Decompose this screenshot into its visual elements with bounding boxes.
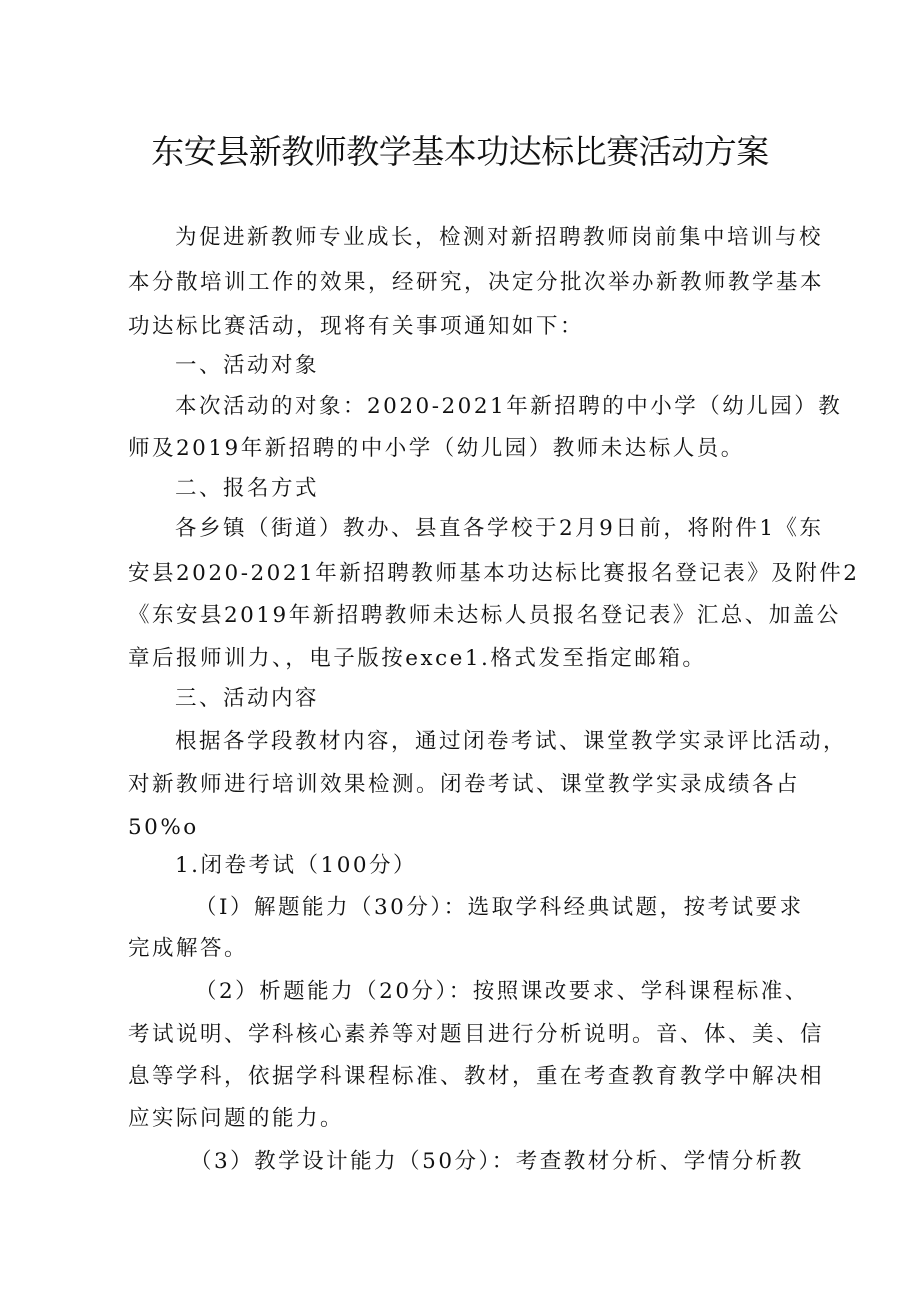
- paragraph-line: 章后报师训力、，电子版按exce1.格式发至指定邮箱。: [128, 646, 707, 671]
- paragraph-line: 功达标比赛活动，现将有关事项通知如下：: [128, 314, 585, 339]
- paragraph-line: 各乡镇（街道）教办、县直各学校于2月9日前，将附件1《东: [175, 516, 824, 541]
- paragraph-line: 对新教师进行培训效果检测。闭卷考试、课堂教学实录成绩各占: [128, 772, 801, 797]
- paragraph-line: 师及2019年新招聘的中小学（幼儿园）教师未达标人员。: [128, 436, 745, 461]
- paragraph-line: 《东安县2019年新招聘教师未达标人员报名登记表》汇总、加盖公: [128, 603, 841, 628]
- document-title: 东安县新教师教学基本功达标比赛活动方案: [151, 132, 769, 171]
- paragraph-line: 完成解答。: [128, 936, 249, 961]
- paragraph-line: 应实际问题的能力。: [128, 1106, 345, 1131]
- paragraph-line: 根据各学段教材内容，通过闭卷考试、课堂教学实录评比活动，: [175, 729, 848, 754]
- paragraph-line: （2）析题能力（20分）：按照课改要求、学科课程标准、: [195, 979, 809, 1004]
- paragraph-line: （I）解题能力（30分）：选取学科经典试题，按考试要求: [195, 895, 804, 920]
- section-heading: 三、活动内容: [175, 686, 320, 711]
- paragraph-line: 考试说明、学科核心素养等对题目进行分析说明。音、体、美、信: [128, 1022, 825, 1047]
- paragraph-line: 安县2020-2021年新招聘教师基本功达标比赛报名登记表》及附件2: [128, 561, 860, 586]
- paragraph-line: 本分散培训工作的效果，经研究，决定分批次举办新教师教学基本: [128, 270, 825, 295]
- paragraph-line: 息等学科，依据学科课程标准、教材，重在考查教育教学中解决相: [128, 1064, 825, 1089]
- paragraph-line: 为促进新教师专业成长，检测对新招聘教师岗前集中培训与校: [175, 225, 824, 250]
- paragraph-line: 50%o: [128, 815, 199, 840]
- subsection-heading: 1.闭卷考试（100分）: [175, 853, 418, 878]
- paragraph-line: （3）教学设计能力（50分）：考查教材分析、学情分析教: [190, 1149, 804, 1174]
- section-heading: 一、活动对象: [175, 353, 320, 378]
- paragraph-line: 本次活动的对象：2020-2021年新招聘的中小学（幼儿园）教: [175, 394, 843, 419]
- section-heading: 二、报名方式: [175, 476, 320, 501]
